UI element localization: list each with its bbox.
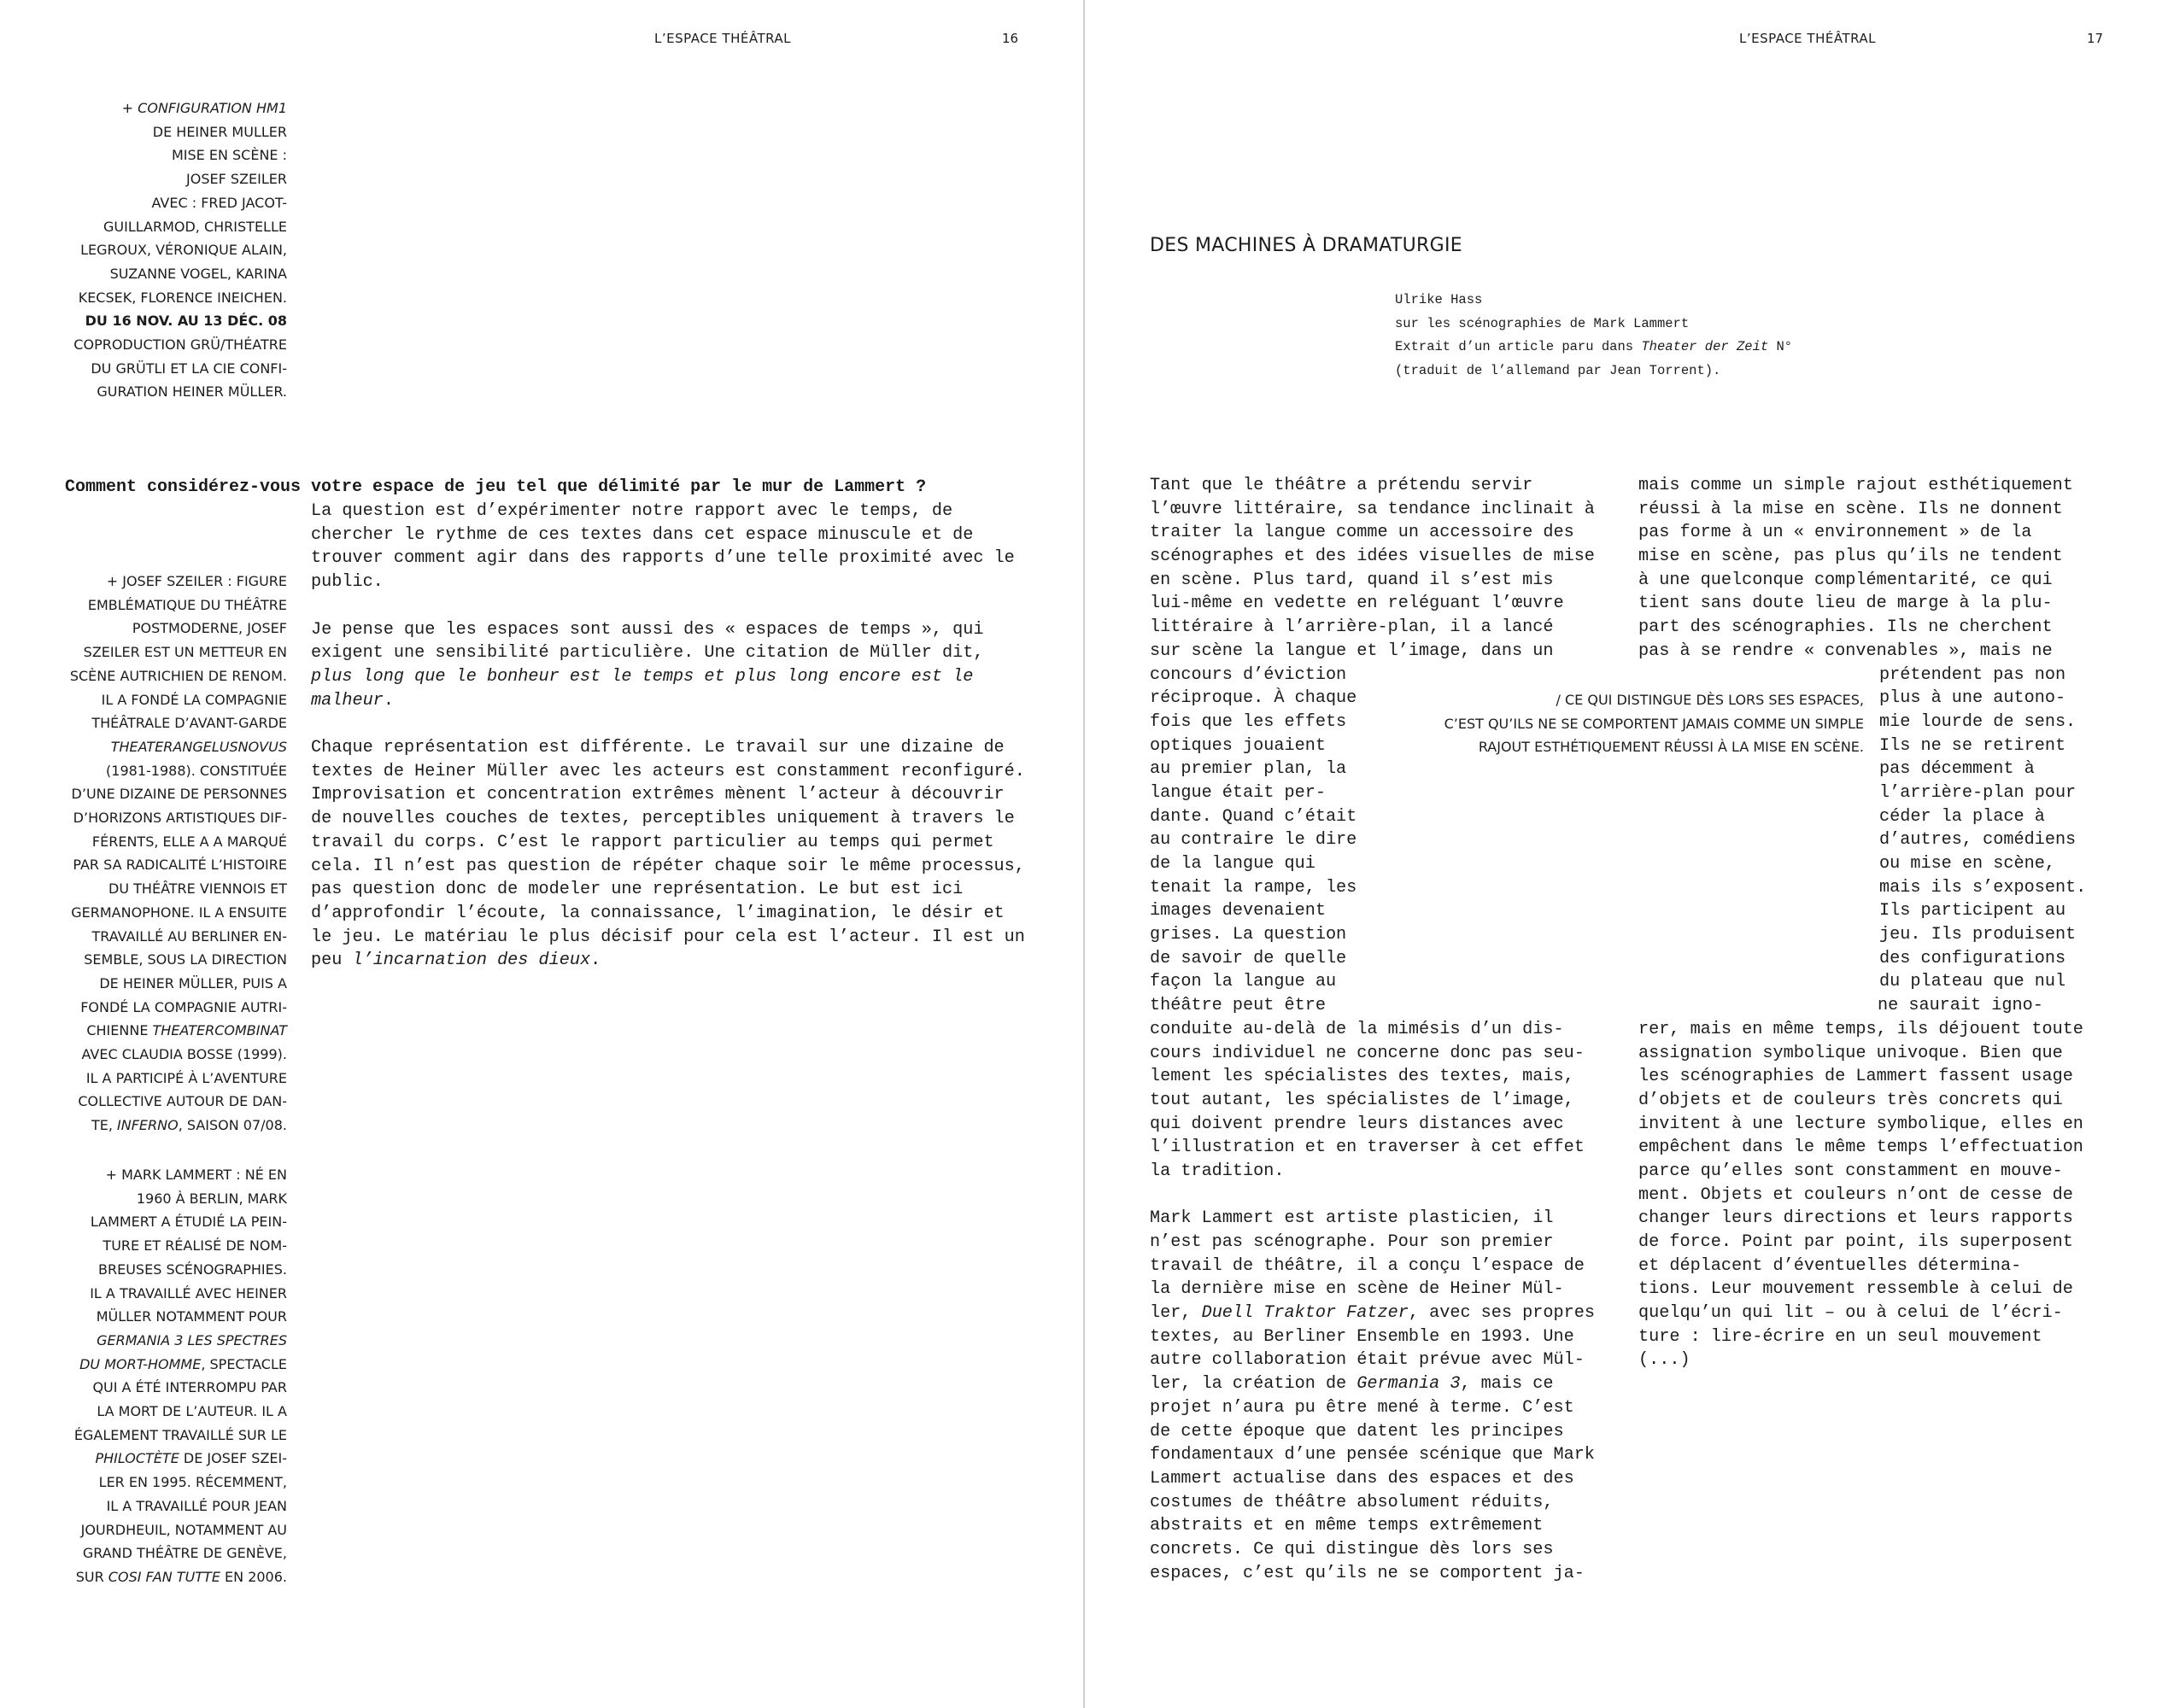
text-line: + MARK LAMMERT : NÉ EN [105,1167,287,1183]
interview-answer [311,500,1030,997]
text-line: conduite au-delà de la mimésis d’un dis- [1150,1019,1564,1039]
text-line: BREUSES SCÉNOGRAPHIES. [98,1261,287,1278]
text-line: jeu. Ils produisent [1879,925,2077,945]
text-line: l’arrière-plan pour [1879,782,2077,803]
text-line: qui doivent prendre leurs distances avec [1150,1114,1564,1134]
text-line: réciproque. À chaque [1150,688,1357,709]
text-line: au contraire le dire [1150,830,1357,851]
text-line: AVEC : FRED JACOT- [151,194,287,211]
text-line: pas forme à un « environnement » de la [1638,523,2032,543]
text-line: TRAVAILLÉ AU BERLINER EN- [91,927,287,945]
text-line: DU THÉÂTRE VIENNOIS ET [108,880,287,898]
text-line: Mark Lammert est artiste plasticien, il [1150,1208,1554,1229]
text-line: grises. La question [1150,925,1347,945]
text-line: d’autres, comédiens [1879,830,2077,851]
text-line: D’HORIZONS ARTISTIQUES DIF- [73,810,287,827]
text-line: fois que les effets [1150,711,1347,732]
page-number: 16 [1002,31,1019,46]
text-line: LEGROUX, VÉRONIQUE ALAIN, [80,242,287,259]
text-line: (1981-1988). CONSTITUÉE [106,762,287,779]
text-line: tions. Leur mouvement ressemble à celui de [1638,1279,2073,1300]
text-line: traiter la langue comme un accessoire des [1150,523,1574,543]
text-line: de cette époque que datent les principes [1150,1421,1564,1442]
text-line: Ils ne se retirent [1879,735,2066,756]
text-line: ÉGALEMENT TRAVAILLÉ SUR LE [73,1426,287,1443]
text-line: lement les spécialistes des textes, mais, [1150,1067,1574,1087]
text-line: plus à une autono- [1879,688,2066,709]
text-line: invitent à une lecture symbolique, elles en [1638,1114,2083,1134]
bio-josef-szeiler [60,570,287,1138]
text-line: + CONFIGURATION HM1 [121,100,287,116]
running-head: L’ESPACE THÉÂTRAL [1739,31,1877,46]
text-line: parce qu’elles sont constamment en mouve- [1638,1161,2063,1181]
text-line: changer leurs directions et leurs rapports [1638,1208,2073,1229]
text-line: l’illustration et en traverser à cet effet [1150,1138,1585,1158]
text-line: DU MORT-HOMME, SPECTACLE [79,1355,287,1372]
answer-paragraph: La question est d’expérimenter notre rapport avec le temps, de chercher le rythme de ces textes dans cet espace minuscule et de trouver comment agir dans des rapports d’une telle proximité avec le public. [311,501,1015,593]
text-line: DE HEINER MULLER [152,123,287,140]
text-line: TURE ET RÉALISÉ DE NOM- [103,1237,287,1255]
text-line: costumes de théâtre absolument réduits, [1150,1492,1554,1512]
article-paragraph [1150,474,1621,1184]
text-line: POSTMODERNE, JOSEF [132,620,287,637]
text-line: JOSEF SZEILER [186,171,287,188]
text-line: IL A TRAVAILLÉ POUR JEAN [106,1497,287,1514]
article-paragraph [1150,1207,1621,1585]
text-line: du plateau que nul [1879,972,2066,992]
text-line: LAMMERT A ÉTUDIÉ LA PEIN- [90,1214,287,1231]
text-line: KECSEK, FLORENCE INEICHEN. [78,289,287,306]
text-line: mie lourde de sens. [1879,711,2077,732]
text-line: mais ils s’exposent. [1879,877,2087,898]
text-line: GURATION HEINER MÜLLER. [97,383,287,401]
text-line: travail de théâtre, il a conçu l’espace de [1150,1255,1585,1276]
text-line: GERMANIA 3 LES SPECTRES [97,1331,287,1348]
text-line: projet n’aura pu être mené à terme. C’est [1150,1397,1574,1418]
text-line: + JOSEF SZEILER : FIGURE [106,573,287,589]
pull-quote-line: RAJOUT ESTHÉTIQUEMENT RÉUSSI À LA MISE EN SCÈNE. [1478,739,1864,756]
text-line: CHIENNE THEATERCOMBINAT [86,1022,287,1039]
text-line: empêchent dans le même temps l’effectuation [1638,1138,2083,1158]
running-head: L’ESPACE THÉÂTRAL [654,31,792,46]
text-line: les scénographies de Lammert fassent usage [1638,1067,2073,1087]
text-line: FONDÉ LA COMPAGNIE AUTRI- [80,998,287,1015]
text-line: DU 16 NOV. AU 13 DÉC. 08 [85,313,287,330]
text-line: THÉÂTRALE D’AVANT-GARDE [91,715,287,732]
text-line: ou mise en scène, [1879,854,2055,874]
bio-mark-lammert [60,1163,287,1589]
text-line: assignation symbolique univoque. Bien que [1638,1043,2063,1063]
text-line: réussi à la mise en scène. Ils ne donnent [1638,499,2063,519]
byline-author: Ulrike Hass [1395,292,1483,307]
byline-subject: sur les scénographies de Mark Lammert [1395,315,1690,331]
text-line: mais comme un simple rajout esthétiquement [1638,476,2073,495]
text-line: façon la langue au [1150,972,1337,992]
text-line: mise en scène, pas plus qu’ils ne tendent [1638,547,2063,567]
text-line: FÉRENTS, ELLE A A MARQUÉ [91,833,287,850]
text-line: SCÈNE AUTRICHIEN DE RENOM. [69,667,287,684]
text-line: MÜLLER NOTAMMENT POUR [96,1308,287,1325]
text-line: D’UNE DIZAINE DE PERSONNES [71,786,287,803]
text-line: fondamentaux d’une pensée scénique que Mark [1150,1445,1595,1465]
answer-paragraph: Je pense que les espaces sont aussi des « espaces de temps », qui exigent une sensibilité particulière. Une citation de Müller dit, plus long que le bonheur est le temps et plus long encore est le malheur. [311,619,984,711]
text-line: tenait la rampe, les [1150,877,1357,898]
text-line: TE, INFERNO, SAISON 07/08. [91,1117,287,1134]
text-line: SUR COSI FAN TUTTE EN 2006. [75,1568,287,1585]
text-line: ne saurait igno- [1878,996,2043,1016]
text-line: sur scène la langue et l’image, dans un [1150,640,1554,661]
article-column-right [1638,474,2117,1372]
text-line: IL A FONDÉ LA COMPAGNIE [101,691,287,708]
text-line: SZEILER EST UN METTEUR EN [83,644,287,661]
text-line: en scène. Plus tard, quand il s’est mis [1150,570,1554,590]
text-line: Tant que le théâtre a prétendu servir [1150,476,1533,495]
text-line: Lammert actualise dans des espaces et des [1150,1468,1574,1489]
text-line: pas à se rendre « convenables », mais ne [1638,640,2053,661]
text-line: langue était per- [1150,782,1326,803]
answer-paragraph: Chaque représentation est différente. Le travail sur une dizaine de textes de Heiner Müller avec les acteurs est constamment reconfiguré. Improvisation et concentration extrêmes mènent l’acteur à découvrir de nouvelles couches de textes, perceptibles uniquement à travers le travail du corps. C’est le rapport particulier au temps qui permet cela. Il n’est pas question de répéter chaque soir le même processus, pas question donc de modeler une représentation. Le but est ici d’approfondir l’écoute, la connaissance, l’imagination, le désir et le jeu. Le matériau le plus décisif pour cela est l’acteur. Il est un peu l’incarnation des dieux. [311,738,1025,971]
text-line: cours individuel ne concerne donc pas seu- [1150,1043,1585,1063]
text-line: rer, mais en même temps, ils déjouent toute [1638,1019,2083,1039]
text-line: autre collaboration était prévue avec Mül- [1150,1350,1585,1371]
text-line: SEMBLE, SOUS LA DIRECTION [84,951,287,968]
text-line: de force. Point par point, ils superposent [1638,1232,2073,1252]
byline-translation: (traduit de l’allemand par Jean Torrent). [1395,363,1721,379]
text-line: DE HEINER MÜLLER, PUIS A [99,974,287,991]
text-line: ler, Duell Traktor Fatzer, avec ses propres [1150,1303,1595,1324]
text-line: ment. Objets et couleurs n’ont de cesse de [1638,1184,2073,1205]
paragraph-gap [1150,1184,1621,1208]
text-line: scénographes et des idées visuelles de mise [1150,547,1595,567]
text-line: pas décemment à [1879,759,2035,780]
text-line: QUI A ÉTÉ INTERROMPU PAR [92,1379,287,1396]
text-line: COPRODUCTION GRÜ/THÉATRE [73,336,287,354]
text-line: céder la place à [1879,806,2045,827]
pull-quote-line: C’EST QU’ILS NE SE COMPORTENT JAMAIS COMME UN SIMPLE [1444,715,1864,732]
article-paragraph [1638,474,2117,1372]
text-line: espaces, c’est qu’ils ne se comportent ja- [1150,1563,1585,1583]
text-line: au premier plan, la [1150,759,1347,780]
text-line: DU GRÜTLI ET LA CIE CONFI- [91,360,287,377]
page-number: 17 [2087,31,2104,46]
interview-question: Comment considérez-vous votre espace de jeu tel que délimité par le mur de Lammert ? [65,477,927,497]
text-line: AVEC CLAUDIA BOSSE (1999). [81,1046,287,1063]
pull-quote [1409,688,1864,759]
text-line: concrets. Ce qui distingue dès lors ses [1150,1539,1554,1559]
text-line: GRAND THÉÂTRE DE GENÈVE, [82,1545,287,1562]
text-line: prétendent pas non [1879,664,2066,685]
text-line: concours d’éviction [1150,664,1347,685]
text-line: abstraits et en même temps extrêmement [1150,1516,1544,1536]
text-line: THEATERANGELUSNOVUS [110,738,287,755]
text-line: littéraire à l’arrière-plan, il a lancé [1150,617,1554,638]
text-line: (...) [1638,1350,1690,1371]
text-line: ture : lire-écrire en un seul mouvement [1638,1326,2042,1347]
text-line: LA MORT DE L’AUTEUR. IL A [97,1403,287,1420]
text-line: GUILLARMOD, CHRISTELLE [103,218,287,235]
text-line: PAR SA RADICALITÉ L’HISTOIRE [73,857,287,874]
text-line: JOURDHEUIL, NOTAMMENT AU [80,1521,287,1538]
text-line: Ils participent au [1879,901,2066,921]
text-line: SUZANNE VOGEL, KARINA [109,265,287,282]
text-line: GERMANOPHONE. IL A ENSUITE [71,904,287,921]
text-line: des configurations [1879,948,2066,968]
text-line: IL A TRAVAILLÉ AVEC HEINER [90,1284,287,1301]
production-credits [60,97,287,404]
text-line: IL A PARTICIPÉ À L’AVENTURE [85,1069,287,1086]
text-line: théâtre peut être [1150,996,1326,1016]
text-line: COLLECTIVE AUTOUR DE DAN- [78,1093,287,1110]
text-line: et déplacent d’éventuelles détermina- [1638,1255,2022,1276]
text-line: tout autant, les spécialistes de l’image, [1150,1090,1574,1110]
byline-source: Extrait d’un article paru dans Theater der Zeit N° [1395,339,1793,355]
text-line: dante. Quand c’était [1150,806,1357,827]
text-line: images devenaient [1150,901,1326,921]
text-line: de la langue qui [1150,854,1315,874]
text-line: de savoir de quelle [1150,948,1347,968]
text-line: EMBLÉMATIQUE DU THÉÂTRE [87,596,287,613]
text-line: 1960 À BERLIN, MARK [136,1190,287,1207]
text-line: la dernière mise en scène de Heiner Mül- [1150,1279,1564,1300]
article-byline [1395,289,1907,383]
text-line: PHILOCTÈTE DE JOSEF SZEI- [95,1450,287,1467]
article-column-left [1150,474,1621,1585]
article-title: DES MACHINES À DRAMATURGIE [1150,235,1462,256]
text-line: tient sans doute lieu de marge à la plu- [1638,594,2053,614]
text-line: ler, la création de Germania 3, mais ce [1150,1374,1554,1395]
text-line: textes, au Berliner Ensemble en 1993. Une [1150,1326,1574,1347]
text-line: optiques jouaient [1150,735,1326,756]
text-line: quelqu’un qui lit – ou à celui de l’écri- [1638,1303,2063,1324]
text-line: d’objets et de couleurs très concrets qui [1638,1090,2063,1110]
text-line: MISE EN SCÈNE : [171,147,287,164]
pull-quote-line: / CE QUI DISTINGUE DÈS LORS SES ESPACES, [1556,692,1864,708]
text-line: part des scénographies. Ils ne cherchent [1638,617,2053,638]
text-line: LER EN 1995. RÉCEMMENT, [98,1474,287,1491]
text-line: la tradition. [1150,1161,1285,1181]
text-line: n’est pas scénographe. Pour son premier [1150,1232,1554,1252]
text-line: l’œuvre littéraire, sa tendance inclinait à [1150,499,1595,519]
text-line: à une quelconque complémentarité, ce qui [1638,570,2053,590]
left-page [0,0,1083,1708]
text-line: lui-même en vedette en reléguant l’œuvre [1150,594,1564,614]
